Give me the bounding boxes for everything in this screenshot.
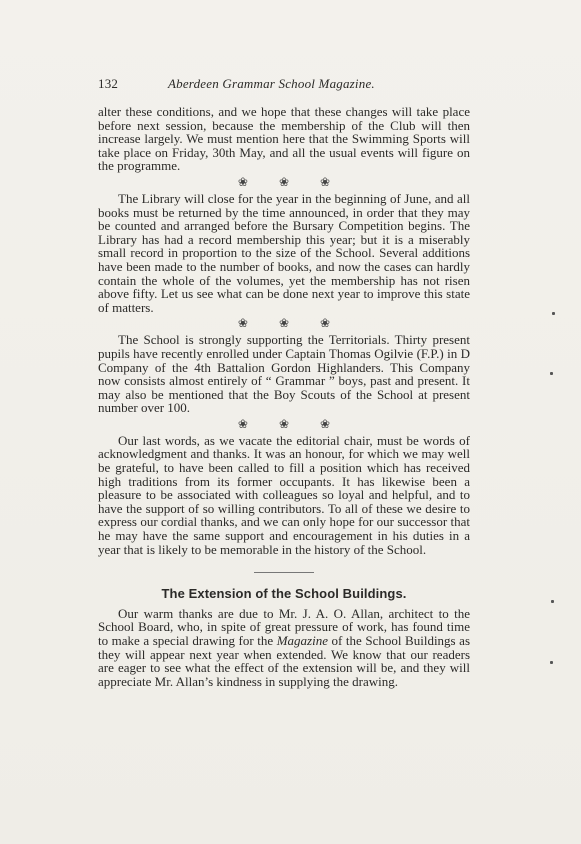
section-heading: The Extension of the School Buildings.: [161, 586, 407, 602]
extension-text-start: Our warm thanks are due to Mr. J. A. O. Allan, architect to the School Board, who, in spite of great pressure of work, has found time to make a special drawing for the: [98, 605, 470, 648]
paragraph-extension: [98, 607, 470, 689]
ornament-separator: ❀ ❀ ❀: [237, 316, 345, 331]
running-header: [98, 76, 478, 92]
paragraph-library: The Library will close for the year in the beginning of June, and all books must be returned by the time announced, in order that they may be counted and arranged before the Bursary Competition begins. The Library has had a record membership this year; but it is a miserably small record in proportion to the size of the School. Several additions have been made to the number of books, and now the cases can hardly contain the whole of the volumes, yet the membership has not risen above fifty. Let us see what can be done next year to improve this state of matters.: [98, 190, 470, 315]
ornament-separator: ❀ ❀ ❀: [237, 416, 345, 431]
page-number: 132: [98, 76, 119, 91]
section-divider: [254, 572, 314, 573]
extension-text-end: of the School Buildings as they will appear next year when extended. We know that our readers are eager to see what the effect of the extension will be, and they will appreciate Mr. Allan’s kindness in supplying the drawing.: [98, 633, 471, 689]
paragraph-territorials: The School is strongly supporting the Territorials. Thirty present pupils have recently enrolled under Captain Thomas Ogilvie (F.P.) in D Company of the 4th Battalion Gordon Highlanders. This Company now consists almost entirely of “ Grammar ” boys, past and present. It may also be mentioned that the Boy Scouts of the School at present number over 100.: [98, 332, 470, 416]
magazine-italic: Magazine: [276, 633, 328, 648]
ornament-separator: ❀ ❀ ❀: [237, 174, 345, 189]
paragraph-swimming: alter these conditions, and we hope that these changes will take place before next session, because the membership of the Club will then increase largely. We must mention here that the Swimming Sports will take place on Friday, 30th May, and all the usual events will figure on the programme.: [98, 104, 470, 174]
margin-speck: [551, 600, 554, 603]
paragraph-last-words: Our last words, as we vacate the editorial chair, must be words of acknowledgment and thanks. It was an honour, for which we may well be grateful, to have been called to fill a position which has received high traditions from its former occupants. It has likewise been a pleasure to be associated with colleagues so loyal and helpful, and to have the support of so willing contributors. To all of these we desire to express our cordial thanks, and we can only hope for our successor that he may have the same support and encouragement in his duties in a year that is likely to be memorable in the history of the School.: [98, 432, 470, 557]
article-body: [98, 105, 470, 688]
margin-speck: [552, 312, 555, 315]
margin-speck: [550, 661, 553, 664]
margin-speck: [550, 372, 553, 375]
journal-title: Aberdeen Grammar School Magazine.: [168, 76, 375, 91]
